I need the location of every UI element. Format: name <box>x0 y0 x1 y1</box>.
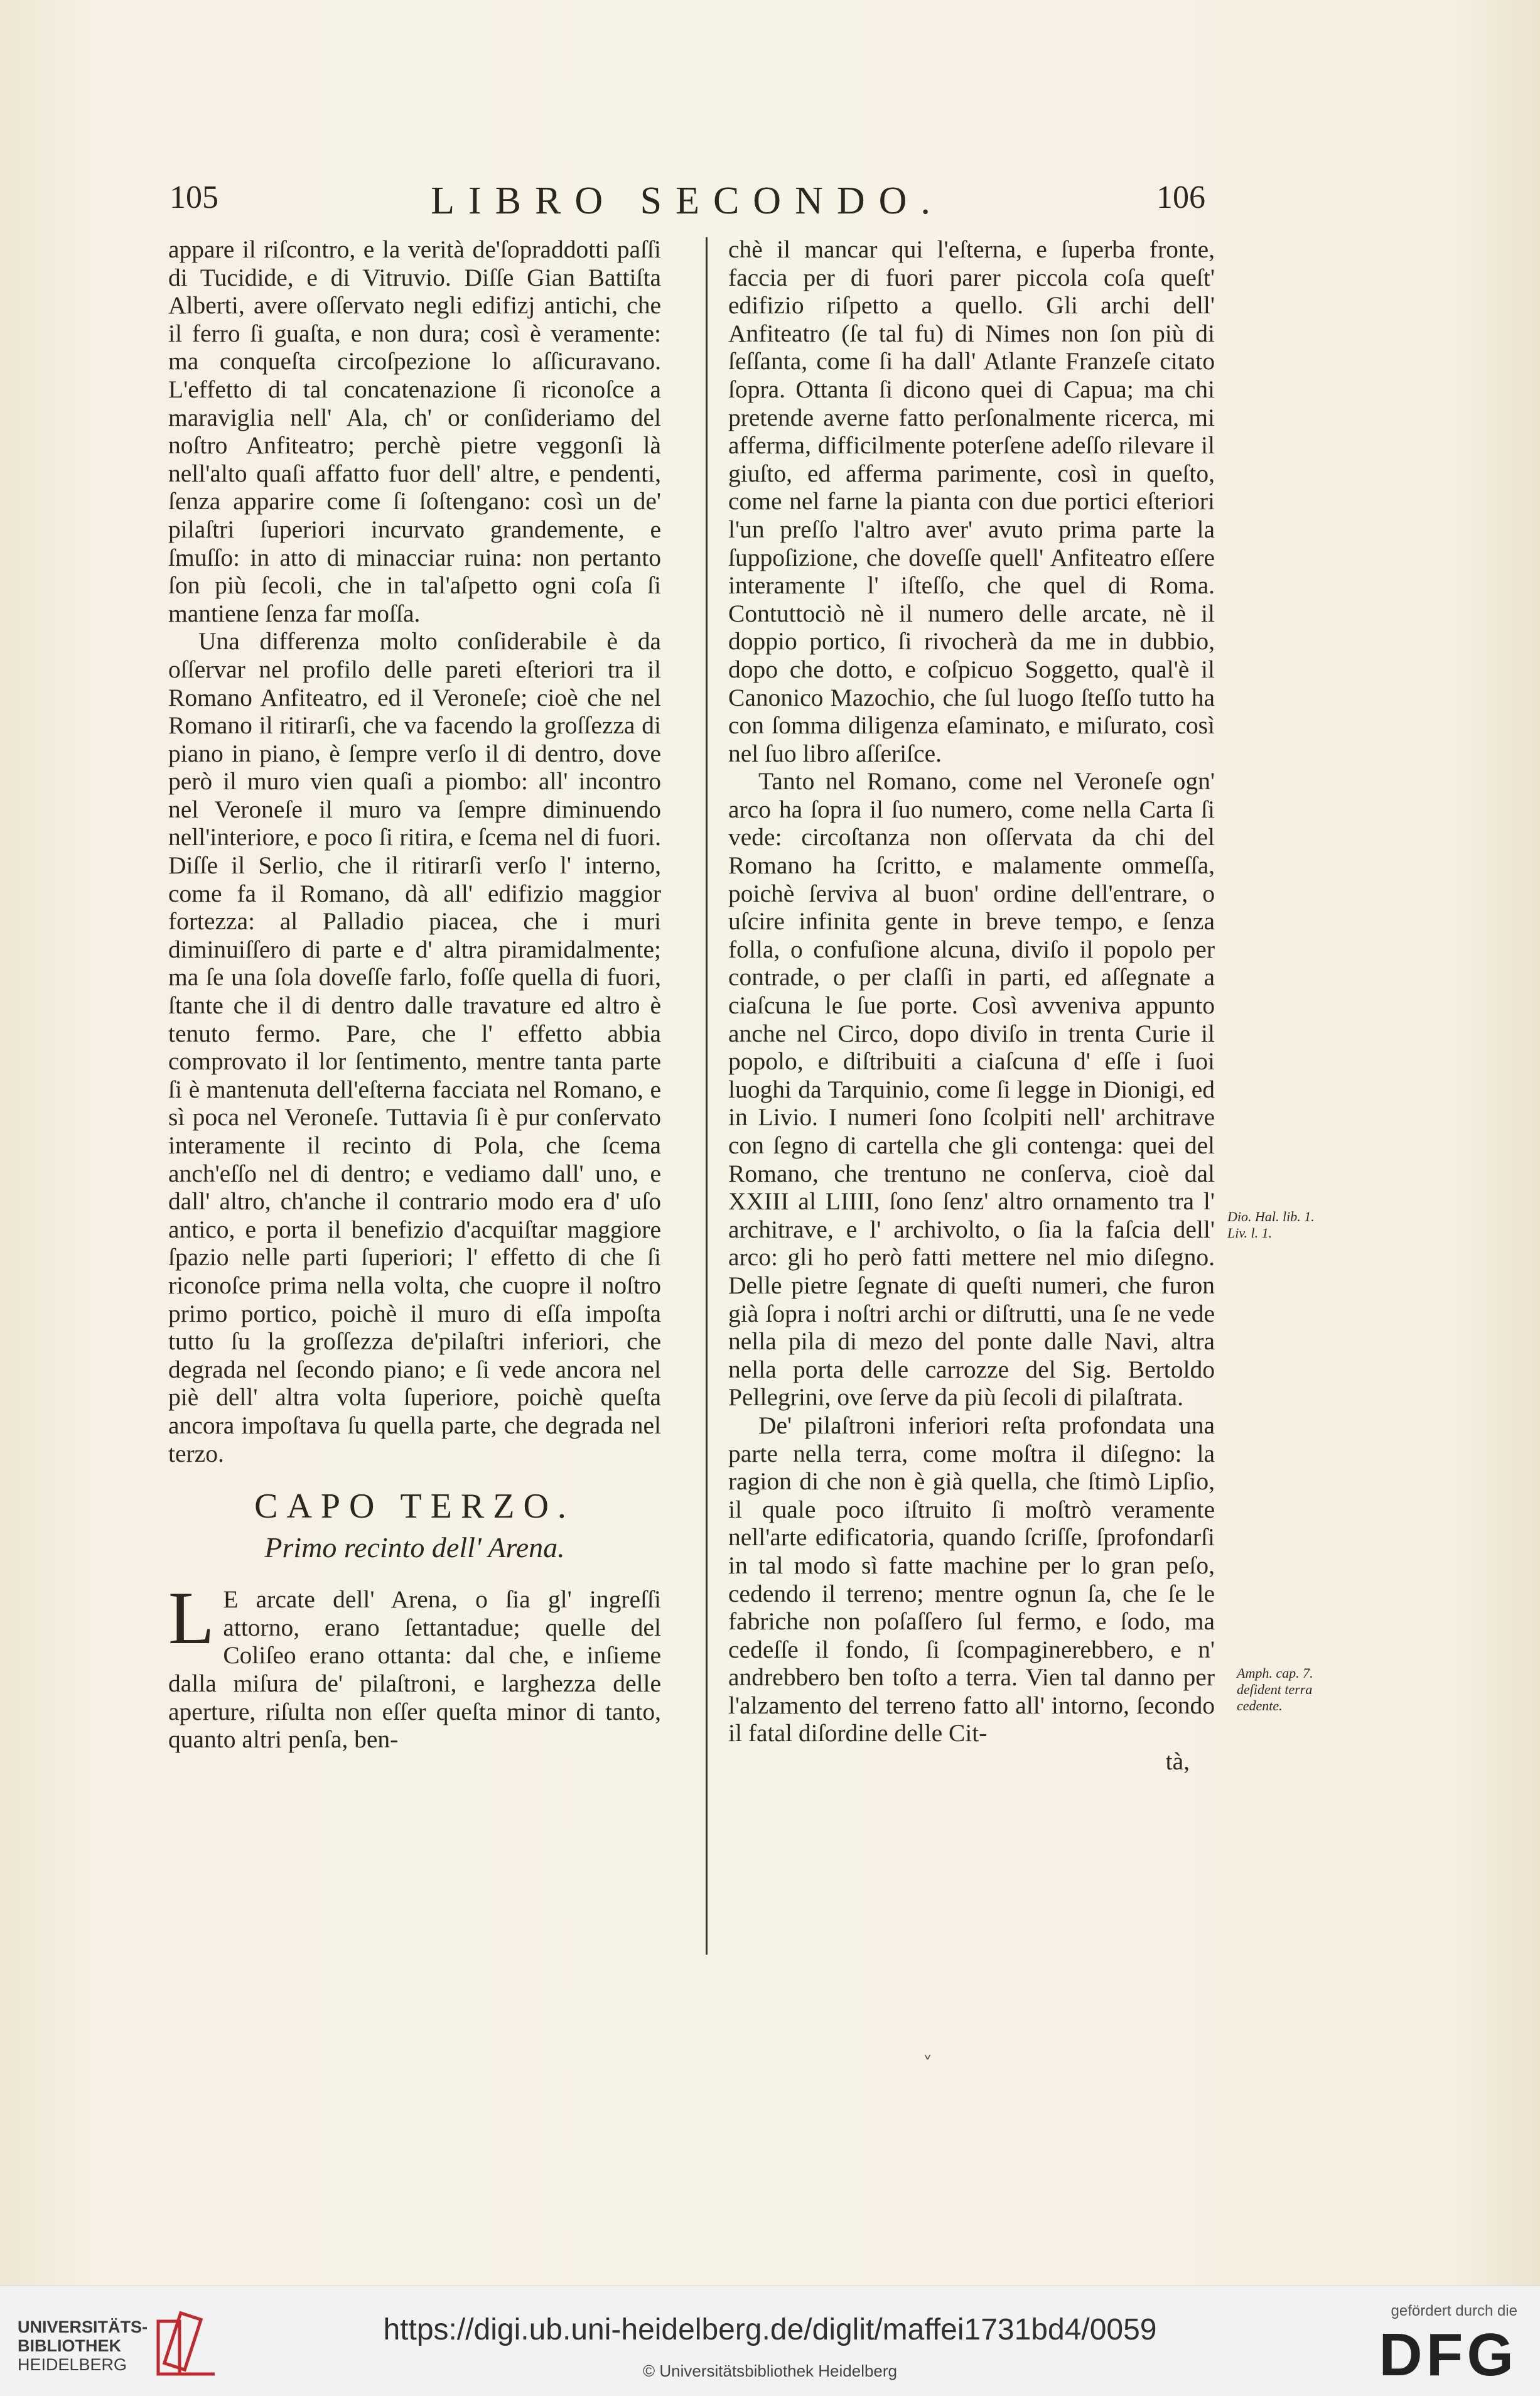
chapter-title: CAPO TERZO. <box>254 1487 575 1526</box>
right-text-column <box>728 235 1215 1776</box>
viewer-footer <box>0 2285 1540 2396</box>
right-paragraph-3: De' pilaſtroni inferiori reſta profondata una parte nella terra, come moſtra il diſegno: la ragion di che non è già quella, che ſtimò Lipſio, il quale poco iſtruito ſi moſtrò veramente nell'arte edificatoria, quando ſcriſſe, ſprofondarſi in tal modo sì fatte machine per lo gran peſo, cedendo il terreno; mentre ognun ſa, che ſe le fabriche non poſaſſero ſul fermo, e ſodo, ma cedeſſe il fondo, ſi ſcompaginerebbero, e n' andrebbero ben toſto a terra. Vien tal danno per l'alzamento del terreno fatto all' intorno, ſecondo il fatal diſordine delle Cit- <box>728 1411 1215 1747</box>
left-paragraph-2: Una differenza molto conſiderabile è da oſſervar nel profilo delle pareti eſteriori tra il Romano Anfiteatro, ed il Veroneſe; cioè che nel Romano il ritirarſi, che va facendo la groſſezza di piano in piano, è ſempre verſo il di dentro, dove però il muro vien quaſi a piombo: all' incontro nel Veroneſe il muro va ſempre diminuendo nell'interiore, e poco ſi ritira, e ſcema nel di fuori. Diſſe il Serlio, che il ritirarſi verſo l' interno, come fa il Romano, dà all' edifizio maggior fortezza: al Palladio piacea, che i muri diminuiſſero di parte e d' altra piramidalmente; ma ſe una ſola doveſſe farlo, foſſe quella di fuori, ſtante che il di dentro dalle travature ed altro è tenuto fermo. Pare, che l' effetto abbia comprovato il lor ſentimento, mentre tanta parte ſi è mantenuta dell'eſterna facciata nel Romano, e sì poca nel Veroneſe. Tuttavia ſi è pur conſervato interamente il recinto di Pola, che ſcema anch'eſſo nel di dentro; e vediamo dall' uno, e dall' altro, ch'anche il contrario modo era d' uſo antico, e porta il benefizio d'acquiſtar maggiore ſpazio nelle parti ſuperiori; l' effetto di che ſi riconoſce prima nella volta, che cuopre il noſtro primo portico, poichè il muro di eſſa impoſta tutto ſu la groſſezza de'pilaſtri inferiori, che degrada nel ſecondo piano; e ſi vede ancora nel piè dell' altra volta ſuperiore, poichè queſta ancora impoſtava ſu quella parte, che degrada nel terzo. <box>168 627 661 1467</box>
right-paragraph-1: chè il mancar qui l'eſterna, e ſuperba fronte, faccia per di fuori parer piccola coſa queſt' edifizio riſpetto a quello. Gli archi dell' Anfiteatro (ſe tal fu) di Nimes non ſon più di ſeſſanta, come ſi ha dall' Atlante Franzeſe citato ſopra. Ottanta ſi dicono quei di Capua; ma chi pretende averne fatto perſonalmente ricerca, mi afferma, difficilmente poterſene adeſſo rilevare il giuſto, ed afferma parimente, così in queſto, come nel farne la pianta con due portici eſteriori l'un preſſo l'altro aver' avuto prima parte la ſuppoſizione, che doveſſe quell' Anfiteatro eſſere interamente l' iſteſſo, che quel di Roma. Contuttociò nè il numero delle arcate, nè il doppio portico, ſi rivocherà da me in dubbio, dopo che dotto, e coſpicuo Soggetto, qual'è il Canonico Mazochio, che ſul luogo ſteſſo tutto ha con ſomma diligenza eſaminato, e miſurato, così nel ſuo libro aſſeriſce. <box>728 235 1215 767</box>
left-paragraph-1: appare il riſcontro, e la verità de'ſopraddotti paſſi di Tucidide, e di Vitruvio. Diſſe Gian Battiſta Alberti, avere oſſervato negli edifizj antichi, che il ferro ſi guaſta, e non dura; così è veramente: ma conqueſta circoſpezione lo aſſicuravano. L'effetto di tal concatenazione ſi riconoſce a maraviglia nell' Ala, ch' or conſideriamo del noſtro Anfiteatro; perchè pietre veggonſi là nell'alto quaſi affatto fuor dell' altre, e pendenti, ſenza apparire come ſi ſoſtengano: così un de' pilaſtri ſuperiori incurvato grandemente, e ſmuſſo: in atto di minacciar ruina: non pertanto ſon più ſecoli, che in tal'aſpetto ogni coſa ſi mantiene ſenza far moſſa. <box>168 235 661 627</box>
left-page-number: 105 <box>170 180 218 215</box>
left-text-column <box>168 235 661 1754</box>
column-divider <box>706 237 708 1955</box>
dfg-logo[interactable]: DFG <box>1379 2321 1517 2388</box>
copyright-notice: © Universitätsbibliothek Heidelberg <box>642 2361 898 2380</box>
page-header <box>170 179 1205 229</box>
printer-mark: ˅ <box>923 2053 932 2075</box>
right-paragraph-2: Tanto nel Romano, come nel Veroneſe ogn' arco ha ſopra il ſuo numero, come nella Carta ſi vede: circoſtanza non oſſervata da chi del Romano ha ſcritto, e malamente ommeſſa, poichè ſerviva al buon' ordine dell'entrare, o uſcire infinita gente in breve tempo, e ſenza folla, o confuſione alcuna, diviſo il popolo per contrade, o per claſſi in parti, ed aſſegnate a ciaſcuna le ſue porte. Così avveniva appunto anche nel Circo, dopo diviſo in trenta Curie il popolo, e diſtribuiti a ciaſcuna d' eſſe i ſuoi luoghi da Tarquinio, come ſi legge in Dionigi, ed in Livio. I numeri ſono ſcolpiti nell' architrave con ſegno di cartella che gli contenga: quei del Romano, che trentuno ne conſerva, cioè dal XXIII al LIIII, ſono ſenz' altro ornamento tra l' architrave, e l' archivolto, o ſia la faſcia dell' arco: gli ho però fatti mettere nel mio diſegno. Delle pietre ſegnate di queſti numeri, che furon già ſopra i noſtri archi or diſtrutti, una ſe ne vede nella pila di mezo del ponte dalle Navi, altra nella porta delle carrozze del Sig. Bertoldo Pellegrini, ove ſerve da più ſecoli di pilaſtrata. <box>728 767 1215 1411</box>
chapter-subtitle: Primo recinto dell' Arena. <box>264 1531 565 1564</box>
right-page-number: 106 <box>1156 180 1205 215</box>
margin-note-1: Dio. Hal. lib. 1. Liv. l. 1. <box>1227 1209 1315 1241</box>
permalink-url[interactable]: https://digi.ub.uni-heidelberg.de/diglit/maffei1731bd4/0059 <box>383 2313 1157 2346</box>
catchword: tà, <box>1165 1747 1190 1776</box>
left-paragraph-3-text: E arcate dell' Arena, o ſia gl' ingreſſi attorno, erano ſettantadue; quelle del Coliſeo erano ottanta: dal che, e inſieme dalla miſura de' pilaſtroni, e larghezza delle aperture, riſulta non eſſer queſta minor di tanto, quanto altri penſa, ben- <box>168 1585 661 1754</box>
funder-label: gefördert durch die <box>1391 2302 1517 2319</box>
left-paragraph-3 <box>168 1576 661 1754</box>
drop-capital: L <box>168 1576 215 1660</box>
library-name: UNIVERSITÄTS- BIBLIOTHEK HEIDELBERG <box>18 2318 148 2374</box>
running-title: LIBRO SECONDO. <box>431 180 944 222</box>
margin-note-2: Amph. cap. 7. deſident terra cedente. <box>1237 1665 1313 1713</box>
